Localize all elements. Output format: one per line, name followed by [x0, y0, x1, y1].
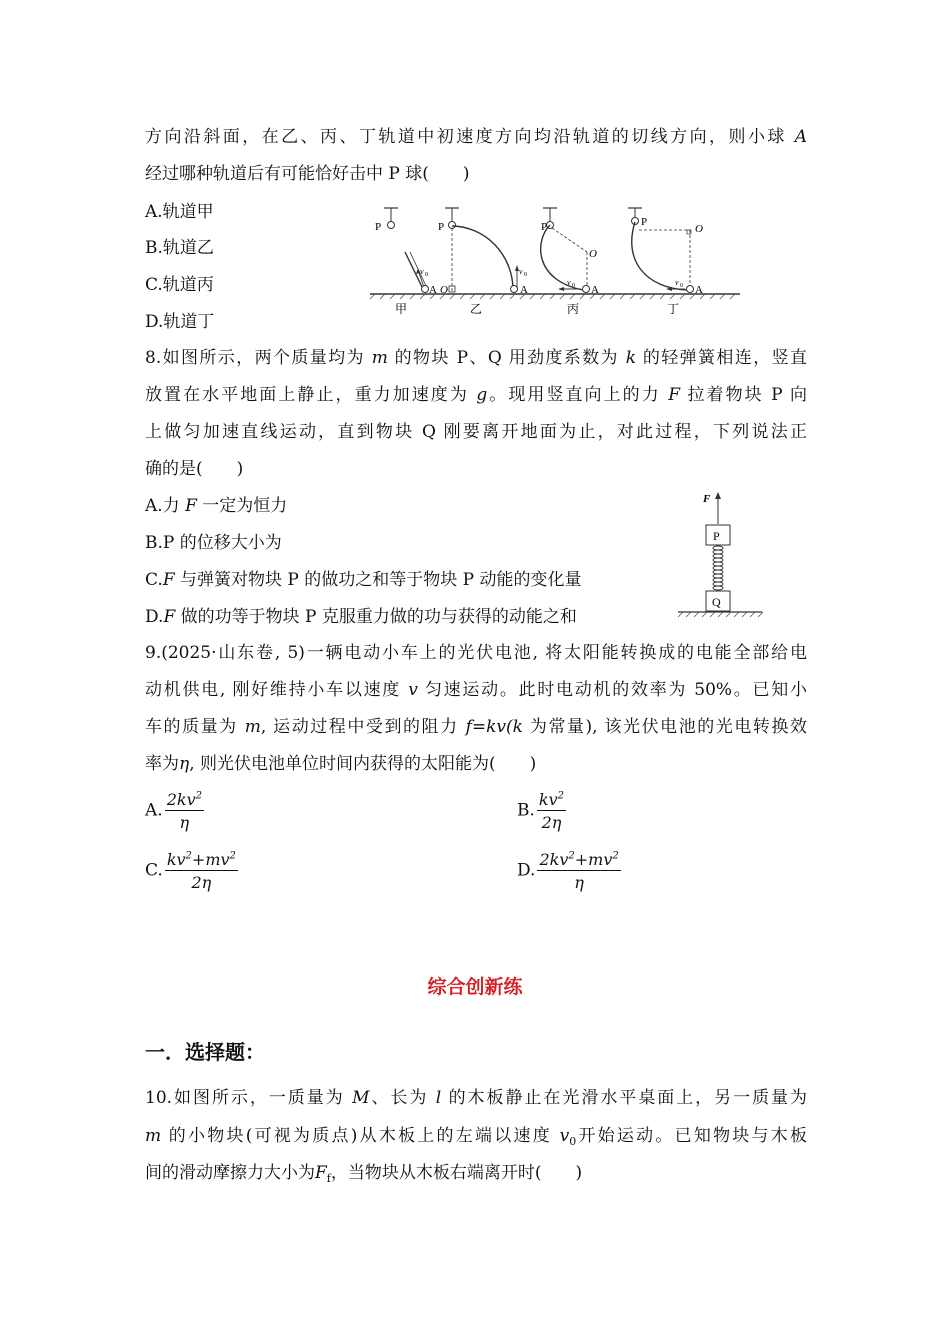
- svg-text:O: O: [695, 223, 703, 235]
- svg-text:O: O: [440, 284, 448, 296]
- svg-text:0: 0: [680, 283, 683, 289]
- svg-text:0: 0: [524, 272, 527, 278]
- q7-line-2: 经过哪种轨道后有可能恰好击中 P 球( ): [145, 164, 470, 184]
- q8-line-4: 确的是( ): [145, 459, 244, 479]
- svg-text:A: A: [520, 284, 528, 296]
- q9-option-d: D. $\frac{2kv^2+mv^2}{\eta}$: [517, 850, 619, 892]
- q8-line-3: 上做匀加速直线运动，直到物块 Q 刚要离开地面为止，对此过程，下列说法正: [145, 422, 807, 442]
- q8-spring-figure: [675, 488, 765, 623]
- q7-option-c: C.轨道丙: [145, 275, 214, 295]
- svg-text:v: v: [567, 278, 571, 287]
- svg-text:A: A: [695, 284, 703, 296]
- part-heading: 一．选择题：: [145, 1040, 265, 1064]
- section-title: 综合创新练: [427, 976, 523, 998]
- q8-line-1: 8.如图所示，两个质量均为 m 的物块 P、Q 用劲度系数为 k 的轻弹簧相连，竖直: [145, 348, 807, 368]
- svg-text:乙: 乙: [470, 302, 483, 316]
- q8-option-b: B.P 的位移大小为: [145, 533, 282, 553]
- svg-text:P: P: [713, 529, 720, 543]
- q10-line-2: m 的小物块(可视为质点)从木板上的左端以速度 $v_0$开始运动。已知物块与木板: [145, 1126, 808, 1148]
- q7-var-a: A: [794, 127, 808, 147]
- q7-option-d: D.轨道丁: [145, 312, 215, 332]
- svg-text:甲: 甲: [395, 302, 408, 316]
- q9-line-2: 动机供电, 刚好维持小车以速度 v 匀速运动。此时电动机的效率为 50%。已知小: [145, 680, 808, 700]
- q7-option-a: A.轨道甲: [145, 202, 214, 222]
- svg-text:0: 0: [572, 283, 575, 289]
- q10-line-1: 10.如图所示，一质量为 M、长为 l 的木板静止在光滑水平桌面上，另一质量为: [145, 1088, 807, 1108]
- svg-text:丙: 丙: [567, 302, 580, 316]
- q9-option-c: C. $\frac{kv^2+mv^2}{2\eta}$: [145, 850, 236, 892]
- q7-line-1: 方向沿斜面，在乙、丙、丁轨道中初速度方向均沿轨道的切线方向，则小球 A: [145, 127, 808, 147]
- svg-text:P: P: [641, 216, 648, 228]
- svg-text:A: A: [429, 284, 437, 296]
- q9-option-a: A. $\frac{2kv^2}{\eta}$: [145, 790, 202, 832]
- svg-text:v: v: [420, 267, 424, 276]
- svg-text:P: P: [541, 221, 548, 233]
- q9-option-b: B. $\frac{kv^2}{2\eta}$: [517, 790, 565, 832]
- svg-text:A: A: [591, 284, 599, 296]
- q8-line-2: 放置在水平地面上静止，重力加速度为 g。现用竖直向上的力 F 拉着物块 P 向: [145, 385, 808, 405]
- svg-text:F: F: [703, 493, 711, 505]
- svg-text:v: v: [519, 267, 523, 276]
- q7-track-figure: [365, 200, 745, 320]
- svg-text:P: P: [438, 221, 445, 233]
- svg-text:P: P: [375, 221, 382, 233]
- svg-text:0: 0: [425, 272, 428, 278]
- q9-line-1: 9.(2025·山东卷, 5)一辆电动小车上的光伏电池, 将太阳能转换成的电能全部给电: [145, 643, 807, 663]
- q8-option-d: D.F 做的功等于物块 P 克服重力做的功与获得的动能之和: [145, 607, 577, 627]
- q7-option-b: B.轨道乙: [145, 238, 214, 258]
- svg-text:v: v: [675, 278, 679, 287]
- q9-line-3: 车的质量为 m, 运动过程中受到的阻力 f=kv(k 为常量), 该光伏电池的光电转换效: [145, 717, 807, 737]
- svg-text:Q: Q: [712, 595, 721, 609]
- q10-line-3: 间的滑动摩擦力大小为$F_f$，当物块从木板右端离开时( ): [145, 1163, 583, 1185]
- q8-option-c: C.F 与弹簧对物块 P 的做功之和等于物块 P 动能的变化量: [145, 570, 582, 590]
- q9-line-4: 率为η, 则光伏电池单位时间内获得的太阳能为( ): [145, 754, 537, 774]
- q8-option-a: A.力 F 一定为恒力: [145, 496, 288, 516]
- svg-text:丁: 丁: [667, 302, 680, 316]
- svg-text:O: O: [589, 248, 597, 260]
